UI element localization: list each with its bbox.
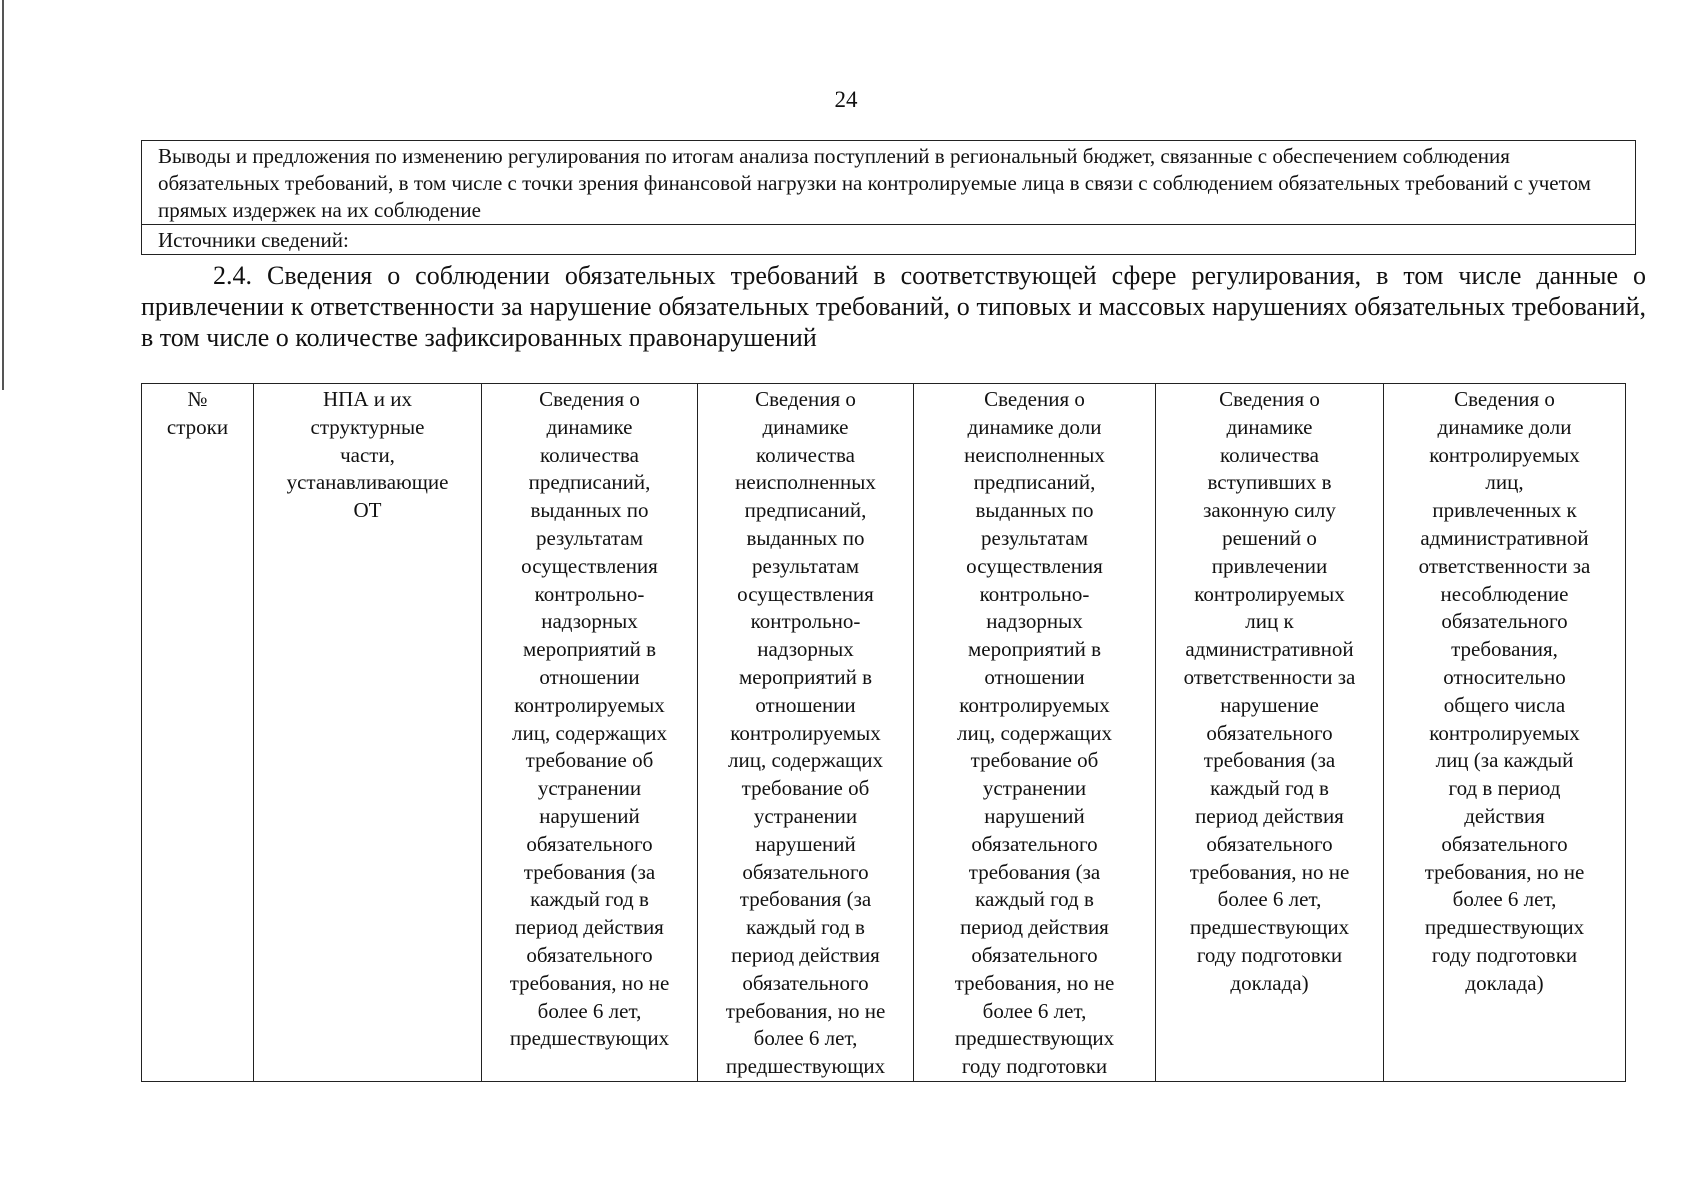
- header-cell-line: требования (за: [968, 859, 1101, 884]
- header-cell-line: нарушений: [539, 803, 640, 828]
- header-cell-line: решений о: [1222, 525, 1317, 550]
- header-cell-line: результатам: [980, 525, 1089, 550]
- header-cell-unfulfilled-prescriptions-count: [698, 384, 914, 1082]
- header-cell-line: более 6 лет,: [1452, 887, 1557, 912]
- header-cell-line: административной: [1420, 525, 1589, 550]
- header-cell-line: более 6 лет,: [982, 998, 1087, 1023]
- header-cell-line: нарушение: [1220, 692, 1319, 717]
- header-cell-line: контролируемых: [514, 692, 665, 717]
- header-cell-line: отношении: [755, 692, 856, 717]
- header-cell-line: несоблюдение: [1440, 581, 1569, 606]
- header-cell-liable-persons-share: [1384, 384, 1626, 1082]
- header-cell-line: неисполненных: [735, 470, 876, 495]
- scan-edge-mark: [2, 0, 4, 390]
- header-cell-line: год в период: [1448, 776, 1561, 801]
- header-cell-line: мероприятий в: [967, 637, 1102, 662]
- header-cell-line: лиц к: [1245, 609, 1294, 634]
- header-cell-line: НПА и их: [323, 387, 412, 411]
- header-cell-line: контрольно-: [534, 581, 645, 606]
- header-cell-line: результатам: [535, 525, 644, 550]
- header-cell-line: вступивших в: [1207, 470, 1332, 495]
- header-cell-line: количества: [1220, 442, 1319, 467]
- header-cell-line: обязательного: [742, 970, 869, 995]
- header-cell-line: количества: [756, 442, 855, 467]
- header-cell-line: требование об: [525, 748, 654, 773]
- header-cell-line: устанавливающие: [286, 470, 449, 495]
- header-cell-line: лиц, содержащих: [728, 748, 883, 773]
- header-cell-line: обязательного: [1441, 609, 1568, 634]
- header-cell-line: осуществления: [737, 581, 874, 606]
- header-cell-line: ответственности за: [1183, 664, 1356, 689]
- sources-cell: Источники сведений:: [142, 225, 1636, 255]
- header-cell-line: мероприятий в: [738, 664, 873, 689]
- header-cell-line: контрольно-: [979, 581, 1090, 606]
- header-cell-prescriptions-count: [482, 384, 698, 1082]
- header-cell-line: требования, но не: [1189, 859, 1350, 884]
- header-cell-line: обязательного: [526, 831, 653, 856]
- header-cell-line: каждый год в: [746, 915, 865, 940]
- header-cell-line: динамике доли: [967, 414, 1102, 439]
- header-cell-line: устранении: [753, 803, 858, 828]
- header-cell-line: предшествующих: [725, 1054, 886, 1079]
- header-cell-line: результатам: [751, 553, 860, 578]
- header-cell-line: динамике: [762, 414, 849, 439]
- header-cell-line: структурные: [310, 414, 425, 439]
- header-cell-line: законную силу: [1203, 498, 1336, 523]
- header-cell-line: Сведения о: [539, 387, 640, 411]
- header-cell-line: предписаний,: [973, 470, 1096, 495]
- header-cell-line: ОТ: [353, 498, 382, 523]
- header-cell-line: доклада): [1465, 970, 1544, 995]
- header-cell-line: неисполненных: [964, 442, 1105, 467]
- header-cell-line: надзорных: [757, 637, 854, 662]
- compliance-data-table: [141, 383, 1626, 1082]
- header-cell-line: требования, но не: [509, 970, 670, 995]
- header-cell-line: привлечении: [1211, 553, 1328, 578]
- header-cell-line: году подготовки: [961, 1054, 1108, 1079]
- header-cell-line: надзорных: [986, 609, 1083, 634]
- header-cell-row-number: [142, 384, 254, 1082]
- header-cell-line: лиц, содержащих: [512, 720, 667, 745]
- header-cell-line: требования (за: [1203, 748, 1336, 773]
- header-cell-line: административной: [1185, 637, 1354, 662]
- header-cell-line: количества: [540, 442, 639, 467]
- header-cell-line: выданных по: [746, 525, 865, 550]
- header-cell-line: более 6 лет,: [1217, 887, 1322, 912]
- header-cell-npa: [254, 384, 482, 1082]
- conclusions-cell: Выводы и предложения по изменению регулирования по итогам анализа поступлений в региональный бюджет, связанные с обеспечением соблюдения обязательных требований, в том числе с точки зрения финансовой нагрузки на контролируемые лица в связи с соблюдением обязательных требований с учетом прямых издержек на их соблюдение: [142, 141, 1636, 225]
- table-row: [142, 141, 1636, 225]
- section-heading: [141, 260, 1646, 353]
- header-cell-line: требования, но не: [954, 970, 1115, 995]
- header-cell-line: динамике: [546, 414, 633, 439]
- header-cell-line: период действия: [960, 915, 1109, 940]
- header-cell-line: части,: [340, 442, 395, 467]
- header-cell-line: относительно: [1443, 664, 1566, 689]
- header-cell-line: нарушений: [755, 831, 856, 856]
- header-cell-line: каждый год в: [1210, 776, 1329, 801]
- header-cell-line: выданных по: [530, 498, 649, 523]
- header-cell-line: предписаний,: [744, 498, 867, 523]
- header-cell-line: требования,: [1451, 637, 1558, 662]
- header-cell-line: предшествующих: [1424, 915, 1585, 940]
- header-cell-line: общего числа: [1443, 692, 1566, 717]
- header-cell-line: предшествующих: [1189, 915, 1350, 940]
- header-cell-line: контрольно-: [750, 609, 861, 634]
- header-cell-line: устранении: [537, 776, 642, 801]
- header-cell-line: лиц (за каждый: [1435, 748, 1574, 773]
- header-cell-line: Сведения о: [984, 387, 1085, 411]
- header-cell-line: требования, но не: [1424, 859, 1585, 884]
- header-cell-line: году подготовки: [1196, 942, 1343, 967]
- header-cell-line: предшествующих: [954, 1026, 1115, 1051]
- header-cell-line: мероприятий в: [522, 637, 657, 662]
- header-cell-line: действия: [1464, 803, 1545, 828]
- section-heading-text: 2.4. Сведения о соблюдении обязательных требований в соответствующей сфере регулирования, в том числе данные о привлечении к ответственности за нарушение обязательных требований, о типовых и массовых нарушениях обязательных требований, в том числе о количестве зафиксированных правонарушений: [141, 261, 1646, 352]
- header-cell-line: динамике: [1226, 414, 1313, 439]
- header-cell-line: устранении: [982, 776, 1087, 801]
- header-cell-line: требования (за: [739, 887, 872, 912]
- header-cell-line: ответственности за: [1418, 553, 1591, 578]
- header-cell-line: Сведения о: [755, 387, 856, 411]
- header-cell-line: отношении: [539, 664, 640, 689]
- header-cell-line: Сведения о: [1219, 387, 1320, 411]
- header-cell-line: обязательного: [1441, 831, 1568, 856]
- header-cell-line: предшествующих: [509, 1026, 670, 1051]
- header-cell-line: нарушений: [984, 803, 1085, 828]
- header-cell-line: обязательного: [971, 942, 1098, 967]
- header-cell-line: лиц,: [1485, 470, 1524, 495]
- header-cell-line: требования (за: [523, 859, 656, 884]
- table-header-row: [142, 384, 1626, 1082]
- header-cell-line: требования, но не: [725, 998, 886, 1023]
- header-cell-line: контролируемых: [959, 692, 1110, 717]
- conclusions-table: [141, 140, 1636, 255]
- header-cell-line: выданных по: [975, 498, 1094, 523]
- header-cell-line: период действия: [1195, 803, 1344, 828]
- header-cell-line: надзорных: [541, 609, 638, 634]
- header-cell-line: предписаний,: [528, 470, 651, 495]
- header-cell-line: каждый год в: [530, 887, 649, 912]
- header-cell-line: более 6 лет,: [537, 998, 642, 1023]
- header-cell-line: каждый год в: [975, 887, 1094, 912]
- header-cell-line: доклада): [1230, 970, 1309, 995]
- header-cell-line: осуществления: [521, 553, 658, 578]
- header-cell-unfulfilled-prescriptions-share: [914, 384, 1156, 1082]
- header-cell-line: №: [187, 387, 208, 411]
- header-cell-liability-decisions-count: [1156, 384, 1384, 1082]
- header-cell-line: году подготовки: [1431, 942, 1578, 967]
- header-cell-line: контролируемых: [1194, 581, 1345, 606]
- table-row: [142, 225, 1636, 255]
- header-cell-line: лиц, содержащих: [957, 720, 1112, 745]
- header-cell-line: контролируемых: [1429, 720, 1580, 745]
- header-cell-line: обязательного: [1206, 831, 1333, 856]
- header-cell-line: требование об: [741, 776, 870, 801]
- header-cell-line: контролируемых: [730, 720, 881, 745]
- header-cell-line: период действия: [731, 942, 880, 967]
- header-cell-line: контролируемых: [1429, 442, 1580, 467]
- header-cell-line: обязательного: [526, 942, 653, 967]
- header-cell-line: динамике доли: [1437, 414, 1572, 439]
- header-cell-line: обязательного: [742, 859, 869, 884]
- header-cell-line: более 6 лет,: [753, 1026, 858, 1051]
- header-cell-line: требование об: [970, 748, 1099, 773]
- header-cell-line: Сведения о: [1454, 387, 1555, 411]
- header-cell-line: осуществления: [966, 553, 1103, 578]
- header-cell-line: строки: [166, 414, 229, 439]
- page-number: 24: [834, 87, 858, 112]
- header-cell-line: привлеченных к: [1432, 498, 1577, 523]
- header-cell-line: отношении: [984, 664, 1085, 689]
- header-cell-line: обязательного: [971, 831, 1098, 856]
- header-cell-line: период действия: [515, 915, 664, 940]
- header-cell-line: обязательного: [1206, 720, 1333, 745]
